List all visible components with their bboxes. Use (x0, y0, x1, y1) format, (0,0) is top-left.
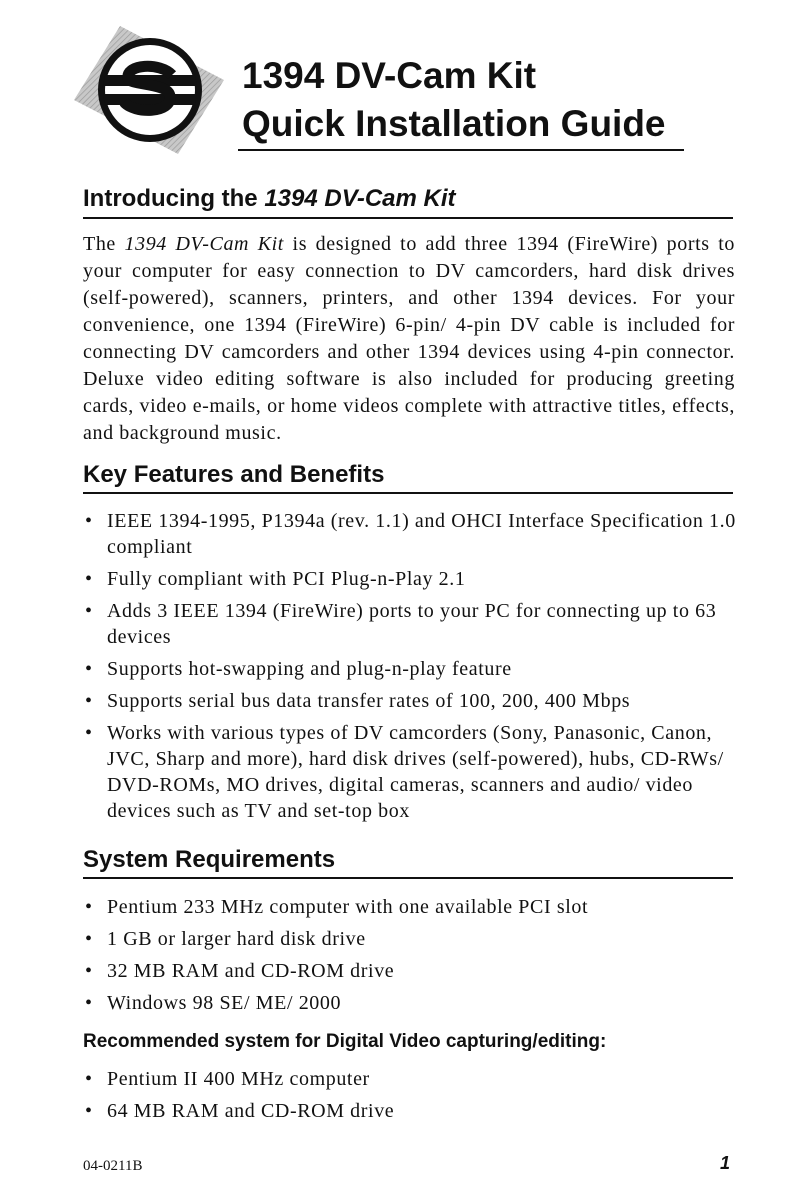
recommended-heading: Recommended system for Digital Video capturing/editing: (83, 1031, 607, 1052)
intro-paragraph: The 1394 DV-Cam Kit is designed to add three 1394 (FireWire) ports to your computer for easy connection to DV camcorders, hard disk drives (self-powered), scanners, printers, and other 1394 devices. For your convenience, one 1394 (FireWire) 6-pin/ 4-pin DV cable is included for connecting DV camcorders and other 1394 devices using 4-pin connector. Deluxe video editing software is also included for producing greeting cards, video e-mails, or home videos complete with attractive titles, effects, and background music. (83, 233, 736, 444)
features-divider (83, 492, 733, 494)
list-item: • Pentium 233 MHz computer with one available PCI slot (83, 894, 743, 920)
list-item: • 64 MB RAM and CD-ROM drive (83, 1098, 743, 1124)
list-item: • Works with various types of DV camcorders (Sony, Panasonic, Canon, JVC, Sharp and more), hard disk drives (self-powered), hubs, CD-RWs/ DVD-ROMs, MO drives, digital cameras, scanners and audio/ video devices such as TV and set-top box (83, 720, 743, 824)
intro-heading: Introducing the 1394 DV-Cam Kit (83, 185, 456, 212)
list-item: • IEEE 1394-1995, P1394a (rev. 1.1) and OHCI Interface Specification 1.0 compliant (83, 508, 743, 560)
document-code: 04-0211B (83, 1158, 143, 1174)
requirements-divider (83, 877, 733, 879)
page-number: 1 (720, 1153, 731, 1173)
list-item: • 32 MB RAM and CD-ROM drive (83, 958, 743, 984)
title-line-1: 1394 DV-Cam Kit (242, 55, 537, 96)
list-item: • Fully compliant with PCI Plug-n-Play 2.1 (83, 566, 743, 592)
list-item: • Supports serial bus data transfer rates of 100, 200, 400 Mbps (83, 688, 743, 714)
list-item: • Windows 98 SE/ ME/ 2000 (83, 990, 743, 1016)
list-item: • Supports hot-swapping and plug-n-play feature (83, 656, 743, 682)
requirements-list (83, 894, 743, 1022)
list-item: • 1 GB or larger hard disk drive (83, 926, 743, 952)
siig-logo-icon (68, 22, 228, 158)
requirements-heading: System Requirements (83, 846, 336, 873)
features-heading: Key Features and Benefits (83, 461, 385, 488)
intro-divider (83, 217, 733, 219)
title-line-2: Quick Installation Guide (242, 103, 666, 144)
list-item: • Adds 3 IEEE 1394 (FireWire) ports to your PC for connecting up to 63 devices (83, 598, 743, 650)
features-list (83, 508, 743, 830)
recommended-list (83, 1066, 743, 1130)
list-item: • Pentium II 400 MHz computer (83, 1066, 743, 1092)
page-title (242, 52, 666, 148)
title-divider (238, 149, 684, 151)
